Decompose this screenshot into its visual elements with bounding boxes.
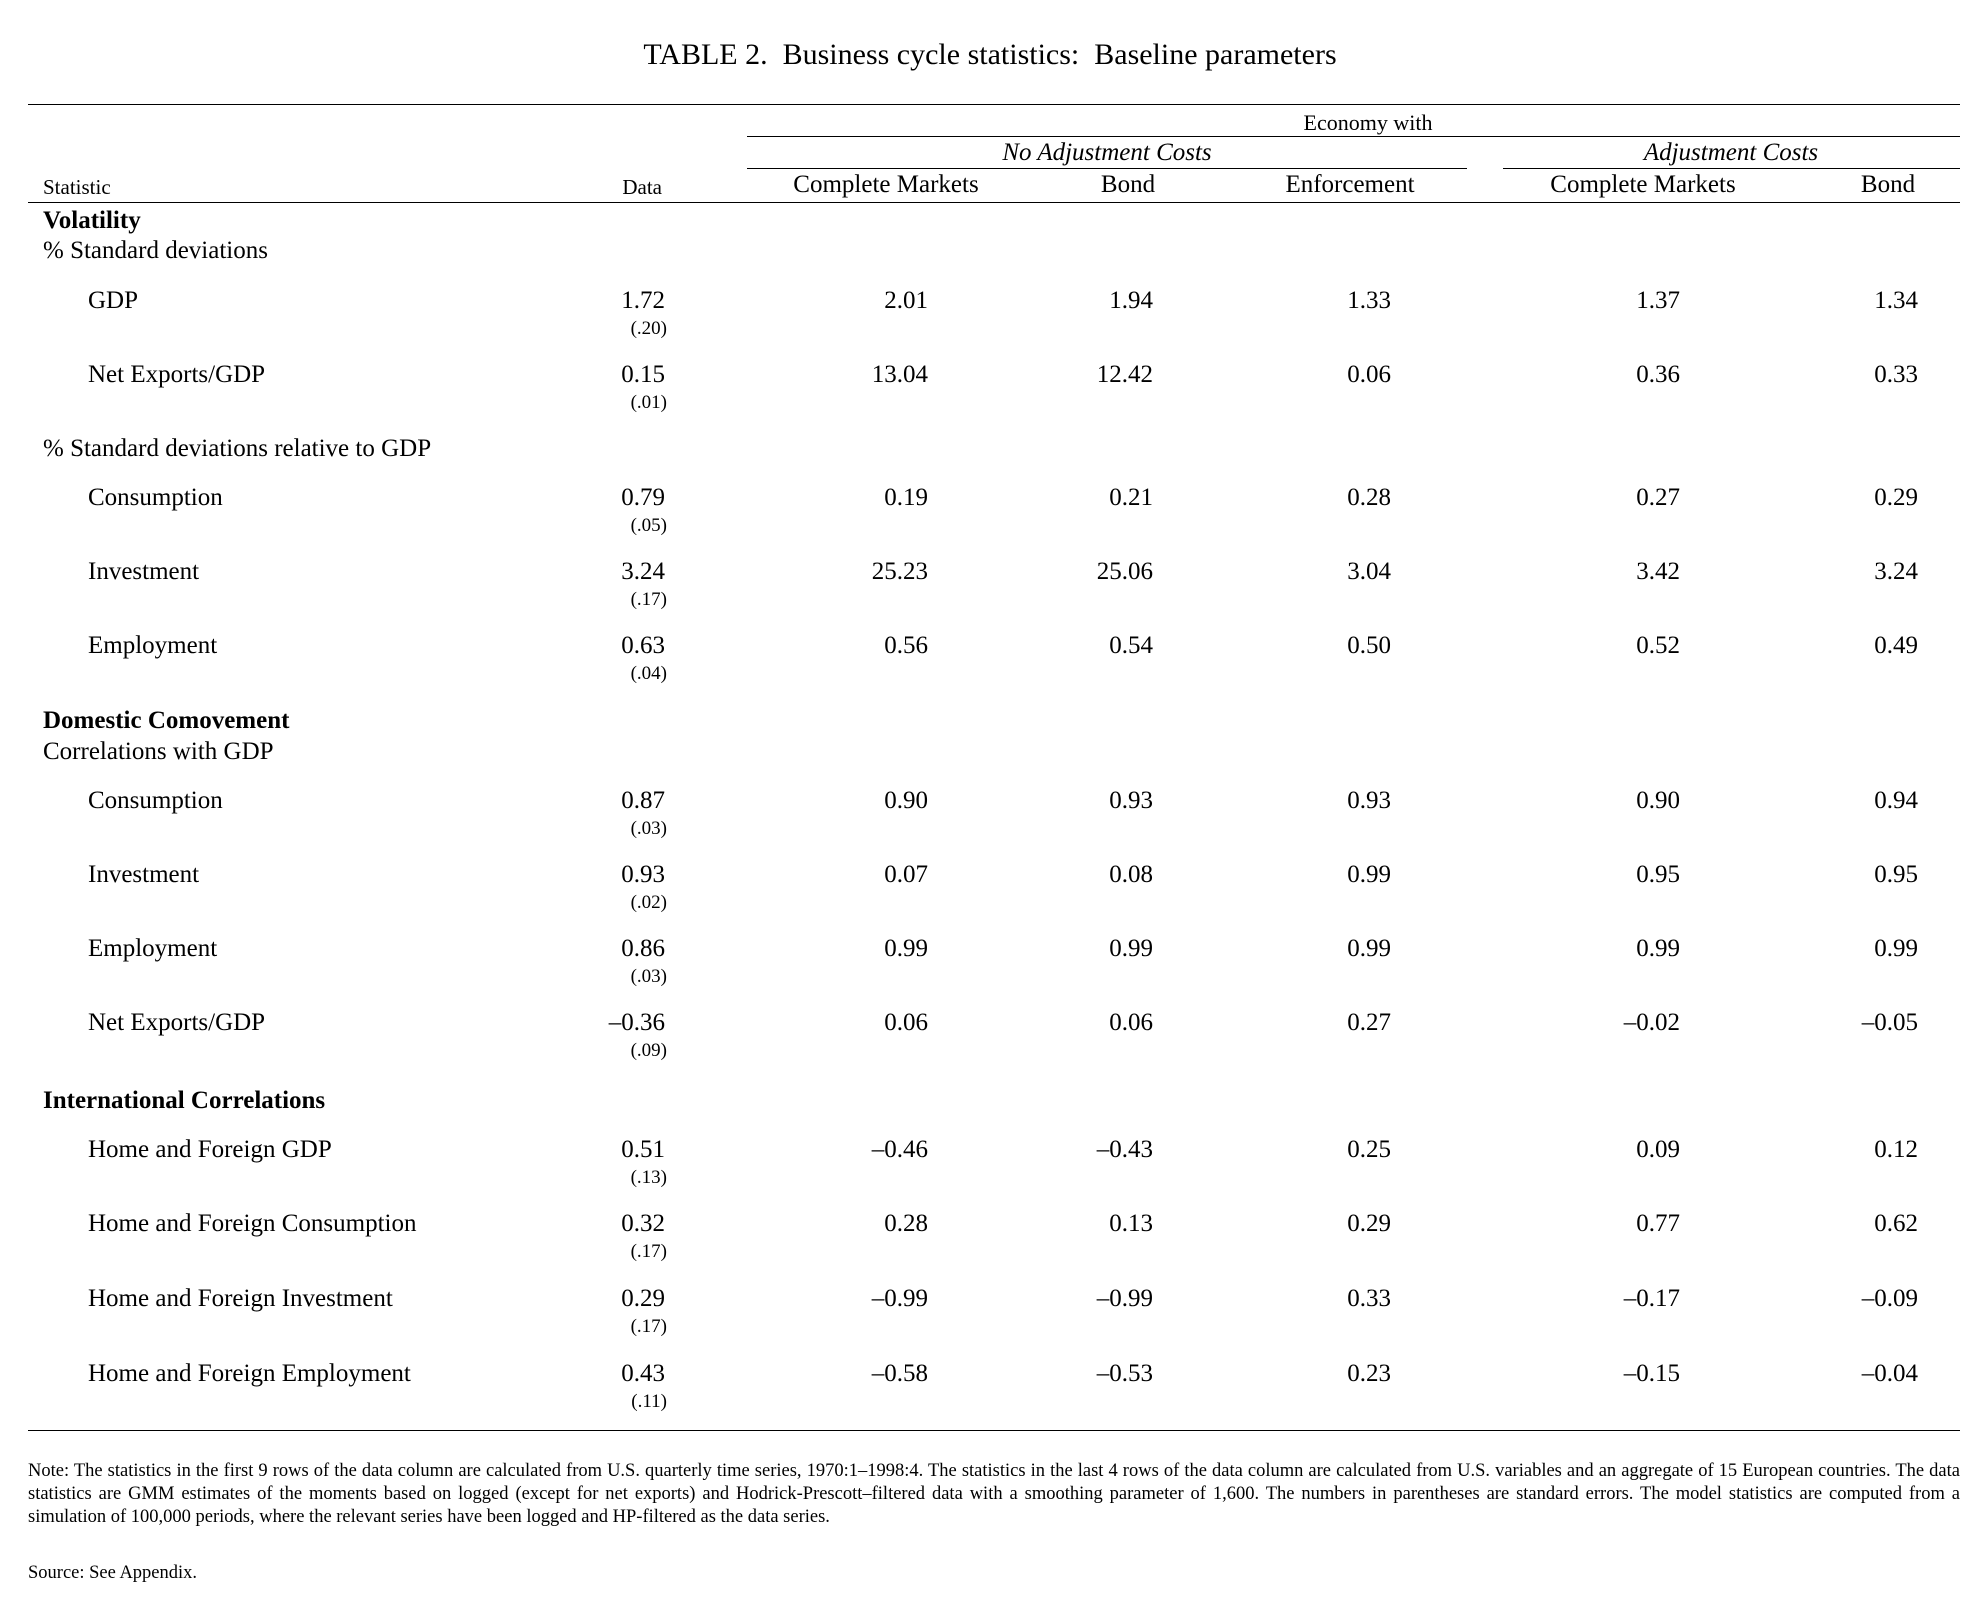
value-bond-adj: 1.34 xyxy=(1874,287,1918,314)
value-bond-no-adj: 25.06 xyxy=(1096,558,1153,585)
standard-error: (.20) xyxy=(630,318,667,339)
row-label: Home and Foreign GDP xyxy=(88,1136,332,1163)
value-bond-adj: 3.24 xyxy=(1874,558,1918,585)
value-complete-markets-adj: 1.37 xyxy=(1636,287,1680,314)
value-bond-no-adj: 1.94 xyxy=(1109,287,1153,314)
economy-with-rule xyxy=(747,136,1960,137)
value-enforcement: 0.28 xyxy=(1347,484,1391,511)
no-adjustment-costs-header: No Adjustment Costs xyxy=(1002,139,1212,166)
value-complete-markets-adj: 0.27 xyxy=(1636,484,1680,511)
value-bond-adj: 0.94 xyxy=(1874,787,1918,814)
row-label: Consumption xyxy=(88,484,223,511)
value-enforcement: 0.27 xyxy=(1347,1009,1391,1036)
data-value: 0.93 xyxy=(621,861,665,888)
value-complete-markets-adj: 0.52 xyxy=(1636,632,1680,659)
value-complete-markets-adj: –0.17 xyxy=(1623,1285,1680,1312)
economy-with-header: Economy with xyxy=(1303,110,1433,135)
standard-error: (.01) xyxy=(630,392,667,413)
standard-error: (.17) xyxy=(630,589,667,610)
standard-error: (.17) xyxy=(630,1241,667,1262)
data-value: 1.72 xyxy=(621,287,665,314)
value-bond-no-adj: 0.13 xyxy=(1109,1210,1153,1237)
data-column-header: Data xyxy=(622,175,662,199)
data-value: 0.86 xyxy=(621,935,665,962)
value-enforcement: 0.50 xyxy=(1347,632,1391,659)
value-complete-markets-adj: 0.36 xyxy=(1636,361,1680,388)
standard-error: (.02) xyxy=(630,892,667,913)
standard-error: (.05) xyxy=(630,515,667,536)
data-value: 0.79 xyxy=(621,484,665,511)
table-bottom-rule xyxy=(28,1430,1960,1431)
column-header-bond-adj: Bond xyxy=(1860,171,1916,198)
standard-error: (.09) xyxy=(630,1040,667,1061)
value-enforcement: 0.93 xyxy=(1347,787,1391,814)
value-complete-markets-adj: 0.77 xyxy=(1636,1210,1680,1237)
value-complete-markets-no-adj: –0.99 xyxy=(871,1285,928,1312)
value-bond-no-adj: 12.42 xyxy=(1096,361,1153,388)
section-heading: Volatility xyxy=(43,207,141,234)
row-label: Employment xyxy=(88,632,218,659)
table-source: Source: See Appendix. xyxy=(28,1563,198,1583)
value-bond-adj: –0.05 xyxy=(1861,1009,1918,1036)
data-value: 0.15 xyxy=(621,361,665,388)
column-header-enforcement: Enforcement xyxy=(1285,171,1415,198)
column-header-bond-no-adj: Bond xyxy=(1100,171,1156,198)
value-complete-markets-no-adj: 0.07 xyxy=(884,861,928,888)
value-bond-adj: 0.12 xyxy=(1874,1136,1918,1163)
no-adjustment-costs-rule xyxy=(747,168,1467,169)
value-complete-markets-no-adj: 0.99 xyxy=(884,935,928,962)
row-label: GDP xyxy=(88,287,139,314)
value-enforcement: 0.33 xyxy=(1347,1285,1391,1312)
value-complete-markets-adj: 0.95 xyxy=(1636,861,1680,888)
standard-error: (.11) xyxy=(631,1391,667,1412)
value-complete-markets-adj: 0.99 xyxy=(1636,935,1680,962)
value-enforcement: 0.29 xyxy=(1347,1210,1391,1237)
value-bond-no-adj: 0.06 xyxy=(1109,1009,1153,1036)
value-bond-adj: 0.62 xyxy=(1874,1210,1918,1237)
value-bond-no-adj: –0.53 xyxy=(1096,1360,1153,1387)
standard-error: (.04) xyxy=(630,663,667,684)
value-complete-markets-no-adj: 2.01 xyxy=(884,287,928,314)
row-label: Consumption xyxy=(88,787,223,814)
data-value: 0.43 xyxy=(621,1360,665,1387)
row-label: Investment xyxy=(88,861,200,888)
top-rule xyxy=(28,104,1960,105)
value-bond-adj: –0.09 xyxy=(1861,1285,1918,1312)
data-value: 3.24 xyxy=(621,558,665,585)
value-enforcement: 0.25 xyxy=(1347,1136,1391,1163)
column-header-complete-markets-no-adj: Complete Markets xyxy=(793,171,979,198)
subsection-heading: % Standard deviations relative to GDP xyxy=(43,435,432,462)
section-heading: Domestic Comovement xyxy=(43,707,290,734)
value-complete-markets-no-adj: –0.46 xyxy=(871,1136,928,1163)
standard-error: (.17) xyxy=(630,1316,667,1337)
subsection-heading: Correlations with GDP xyxy=(43,738,274,765)
row-label: Net Exports/GDP xyxy=(88,1009,266,1036)
value-complete-markets-adj: –0.15 xyxy=(1623,1360,1680,1387)
value-bond-no-adj: 0.93 xyxy=(1109,787,1153,814)
value-bond-no-adj: –0.43 xyxy=(1096,1136,1153,1163)
value-enforcement: 1.33 xyxy=(1347,287,1391,314)
value-bond-adj: 0.33 xyxy=(1874,361,1918,388)
value-complete-markets-no-adj: 13.04 xyxy=(871,361,928,388)
row-label: Investment xyxy=(88,558,200,585)
value-bond-no-adj: 0.99 xyxy=(1109,935,1153,962)
value-enforcement: 0.99 xyxy=(1347,861,1391,888)
adjustment-costs-rule xyxy=(1503,168,1960,169)
value-enforcement: 3.04 xyxy=(1347,558,1391,585)
value-complete-markets-adj: 0.90 xyxy=(1636,787,1680,814)
value-bond-adj: 0.99 xyxy=(1874,935,1918,962)
value-complete-markets-no-adj: –0.58 xyxy=(871,1360,928,1387)
value-bond-adj: 0.95 xyxy=(1874,861,1918,888)
standard-error: (.03) xyxy=(630,966,667,987)
data-value: 0.32 xyxy=(621,1210,665,1237)
header-bottom-rule xyxy=(28,202,1960,203)
data-value: 0.63 xyxy=(621,632,665,659)
value-enforcement: 0.23 xyxy=(1347,1360,1391,1387)
statistic-column-header: Statistic xyxy=(43,175,111,199)
row-label: Home and Foreign Consumption xyxy=(88,1210,417,1237)
subsection-heading: % Standard deviations xyxy=(43,237,268,264)
value-bond-no-adj: 0.21 xyxy=(1109,484,1153,511)
data-value: –0.36 xyxy=(608,1009,665,1036)
value-complete-markets-no-adj: 0.28 xyxy=(884,1210,928,1237)
data-value: 0.51 xyxy=(621,1136,665,1163)
value-complete-markets-no-adj: 0.56 xyxy=(884,632,928,659)
value-enforcement: 0.99 xyxy=(1347,935,1391,962)
data-value: 0.87 xyxy=(621,787,665,814)
value-complete-markets-no-adj: 0.90 xyxy=(884,787,928,814)
value-complete-markets-adj: 0.09 xyxy=(1636,1136,1680,1163)
standard-error: (.13) xyxy=(630,1167,667,1188)
section-heading: International Correlations xyxy=(43,1087,326,1114)
row-label: Home and Foreign Employment xyxy=(88,1360,411,1387)
standard-error: (.03) xyxy=(630,818,667,839)
value-complete-markets-no-adj: 25.23 xyxy=(871,558,928,585)
adjustment-costs-header: Adjustment Costs xyxy=(1643,139,1819,166)
value-bond-adj: 0.49 xyxy=(1874,632,1918,659)
table-title: TABLE 2. Business cycle statistics: Baseline parameters xyxy=(643,38,1337,71)
value-bond-no-adj: 0.54 xyxy=(1109,632,1153,659)
table-note: Note: The statistics in the first 9 rows of the data column are calculated from U.S. quarterly time series, 1970:1–1998:4. The statistics in the last 4 rows of the data column are calculated from U.S. variables and an aggregate of 15 European countries. The data statistics are GMM estimates of the moments based on logged (except for net exports) and Hodrick-Prescott–filtered data with a smoothing parameter of 1,600. The numbers in parentheses are standard errors. The model statistics are computed from a simulation of 100,000 periods, where the relevant series have been logged and HP-filtered as the data series. xyxy=(28,1461,1960,1527)
value-complete-markets-no-adj: 0.06 xyxy=(884,1009,928,1036)
column-header-complete-markets-adj: Complete Markets xyxy=(1550,171,1736,198)
value-enforcement: 0.06 xyxy=(1347,361,1391,388)
value-complete-markets-no-adj: 0.19 xyxy=(884,484,928,511)
data-value: 0.29 xyxy=(621,1285,665,1312)
value-complete-markets-adj: –0.02 xyxy=(1623,1009,1680,1036)
value-bond-adj: –0.04 xyxy=(1861,1360,1918,1387)
row-label: Employment xyxy=(88,935,218,962)
row-label: Net Exports/GDP xyxy=(88,361,266,388)
value-complete-markets-adj: 3.42 xyxy=(1636,558,1680,585)
value-bond-no-adj: 0.08 xyxy=(1109,861,1153,888)
row-label: Home and Foreign Investment xyxy=(88,1285,393,1312)
value-bond-adj: 0.29 xyxy=(1874,484,1918,511)
value-bond-no-adj: –0.99 xyxy=(1096,1285,1153,1312)
